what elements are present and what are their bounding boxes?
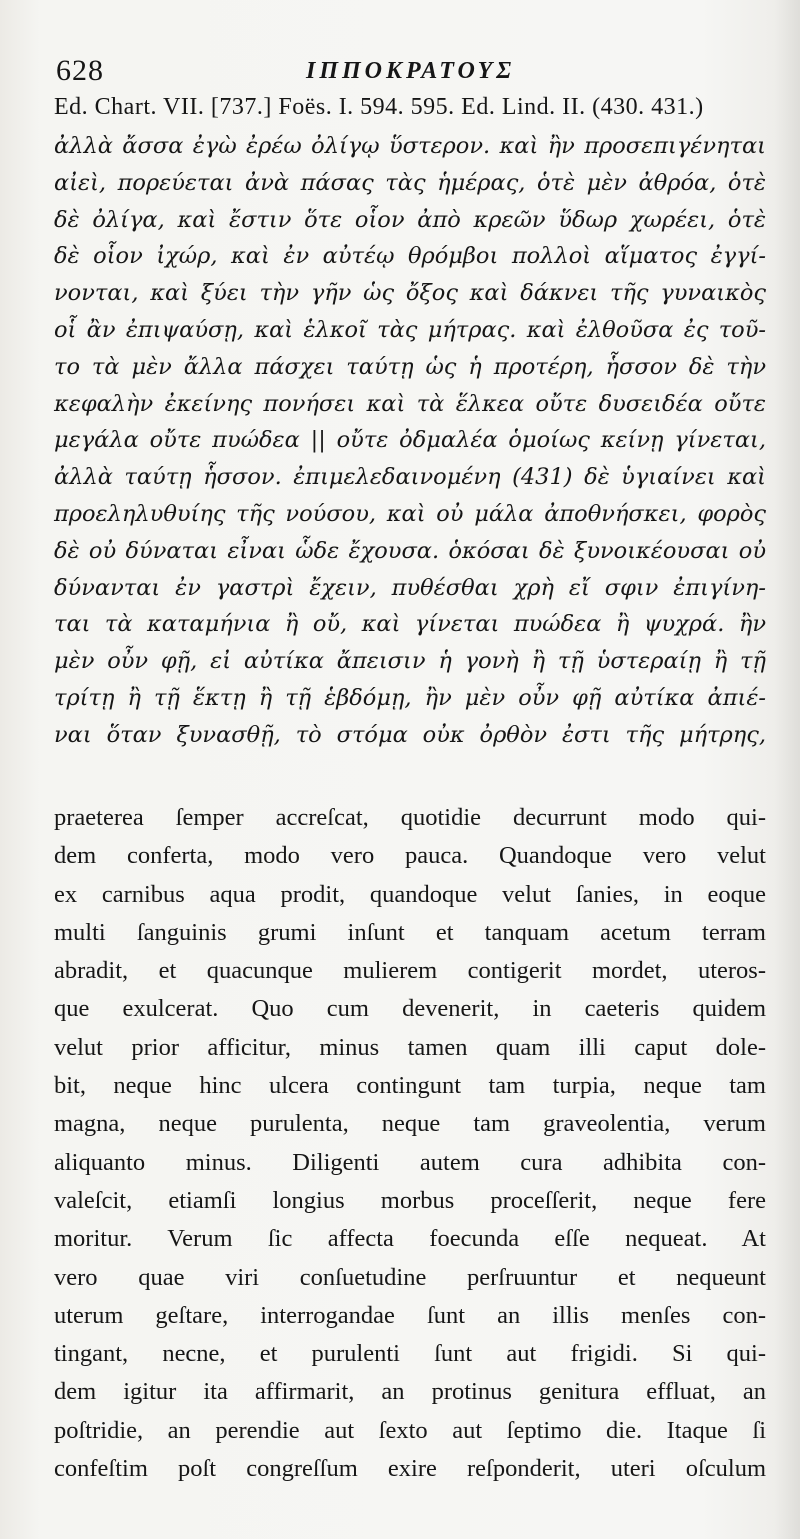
greek-text-line: κεφαλὴν ἐκείνης πονήσει καὶ τὰ ἕλκεα οὔτε δυσειδέα οὔτε [54, 390, 766, 417]
greek-text-line: μεγάλα οὔτε πυώδεα || οὔτε ὀδμαλέα ὁμοίως κείνῃ γίνεται, [54, 427, 766, 454]
latin-text-line: dem conferta, modo vero pauca. Quandoque vero velut [54, 842, 766, 870]
greek-text-line: δύνανται ἐν γαστρὶ ἔχειν, πυθέσθαι χρὴ εἴ σφιν ἐπιγίνη- [54, 574, 766, 601]
latin-text-line: aliquanto minus. Diligenti autem cura adhibita con- [54, 1148, 766, 1176]
greek-text-line: νονται, καὶ ξύει τὴν γῆν ὡς ὄξος καὶ δάκνει τῆς γυναικὸς [54, 280, 766, 307]
greek-text-line: ἀλλὰ ταύτῃ ἧσσον. ἐπιμελεδαινομένη (431) δὲ ὑγιαίνει καὶ [54, 464, 766, 491]
greek-text-line: δὲ οὐ δύναται εἶναι ὧδε ἔχουσα. ὁκόσαι δὲ ξυνοικέουσαι οὐ [54, 537, 766, 564]
latin-text-line: poſtridie, an perendie aut ſexto aut ſeptimo die. Itaque ſi [54, 1416, 766, 1444]
greek-text-line: αἰεὶ, πορεύεται ἀνὰ πάσας τὰς ἡμέρας, ὁτὲ μὲν ἀθρόα, ὁτὲ [54, 169, 766, 196]
latin-text-line: uterum geſtare, interrogandae ſunt an illis menſes con- [54, 1301, 766, 1329]
greek-text-block [54, 128, 766, 754]
latin-text-line: bit, neque hinc ulcera contingunt tam turpia, neque tam [54, 1072, 766, 1100]
greek-text-line: το τὰ μὲν ἄλλα πάσχει ταύτῃ ὡς ἡ προτέρη, ἧσσον δὲ τὴν [54, 353, 766, 380]
greek-text-line: ται τὰ καταμήνια ἢ οὔ, καὶ γίνεται πυώδεα ἢ ψυχρά. ἢν [54, 611, 766, 638]
latin-text-line: tingant, necne, et purulenti ſunt aut frigidi. Si qui- [54, 1340, 766, 1368]
latin-text-line: abradit, et quacunque mulierem contigerit mordet, uteros- [54, 957, 766, 985]
latin-text-line: velut prior afficitur, minus tamen quam illi caput dole- [54, 1033, 766, 1061]
latin-text-line: que exulcerat. Quo cum devenerit, in caeteris quidem [54, 995, 766, 1023]
page-gutter-shadow [774, 0, 800, 1539]
edition-reference-line: Ed. Chart. VII. [737.] Foës. I. 594. 595. Ed. Lind. II. (430. 431.) [54, 94, 704, 120]
running-title: ΙΠΠΟΚΡΑΤΟΥΣ [306, 58, 516, 84]
greek-text-line: τρίτῃ ἢ τῇ ἕκτῃ ἢ τῇ ἑβδόμῃ, ἢν μὲν οὖν φῇ αὐτίκα ἀπιέ- [54, 684, 766, 711]
greek-text-line: ναι ὅταν ξυνασθῇ, τὸ στόμα οὐκ ὀρθὸν ἐστι τῆς μήτρης, [54, 721, 766, 748]
greek-text-line: προεληλυθυίης τῆς νούσου, καὶ οὐ μάλα ἀποθνήσκει, φορὸς [54, 500, 766, 527]
latin-text-line: vero quae viri conſuetudine perſruuntur et nequeunt [54, 1263, 766, 1291]
greek-text-line: δὲ ὀλίγα, καὶ ἔστιν ὅτε οἷον ἀπὸ κρεῶν ὕδωρ χωρέει, ὁτὲ [54, 206, 766, 233]
greek-text-line: δὲ οἷον ἰχώρ, καὶ ἐν αὐτέῳ θρόμβοι πολλοὶ αἵματος ἐγγί- [54, 243, 766, 270]
latin-text-line: valeſcit, etiamſi longius morbus proceſſerit, neque fere [54, 1186, 766, 1214]
latin-translation-block [54, 799, 766, 1488]
greek-text-line: οἷ ἂν ἐπιψαύσῃ, καὶ ἑλκοῖ τὰς μήτρας. καὶ ἐλθοῦσα ἐς τοῦ- [54, 316, 766, 343]
latin-text-line: multi ſanguinis grumi inſunt et tanquam acetum terram [54, 918, 766, 946]
latin-text-line: praeterea ſemper accreſcat, quotidie decurrunt modo qui- [54, 804, 766, 831]
page-header [56, 54, 760, 94]
latin-text-line: magna, neque purulenta, neque tam graveolentia, verum [54, 1110, 766, 1138]
greek-text-line: ἀλλὰ ἄσσα ἐγὼ ἐρέω ὀλίγῳ ὕστερον. καὶ ἢν προσεπιγένηται [54, 133, 766, 159]
latin-text-line: moritur. Verum ſic affecta foecunda eſſe nequeat. At [54, 1225, 766, 1253]
greek-text-line: μὲν οὖν φῇ, εἰ αὐτίκα ἄπεισιν ἡ γονὴ ἢ τῇ ὑστεραίῃ ἢ τῇ [54, 648, 766, 675]
page-number: 628 [56, 54, 104, 87]
latin-text-line: confeſtim poſt congreſſum exire reſponderit, uteri oſculum [54, 1455, 766, 1483]
latin-text-line: ex carnibus aqua prodit, quandoque velut ſanies, in eoque [54, 880, 766, 908]
latin-text-line: dem igitur ita affirmarit, an protinus genitura effluat, an [54, 1378, 766, 1406]
